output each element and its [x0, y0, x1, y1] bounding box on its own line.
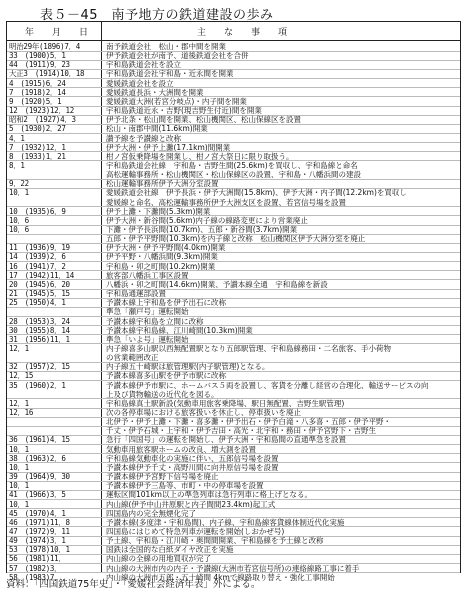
- row-date: 9 (1920)5．1: [9, 96, 62, 106]
- row-date: 35 (1960)2．1: [9, 380, 66, 390]
- row-event: 内山線の大洲市内の内子・予讃線(大洲市若宮信号所)の連絡線路工事に着手: [106, 563, 360, 573]
- row-date: 17 (1942)11．14: [9, 270, 74, 280]
- row-event: 四国島にはじめて特急列車が運転を開始(しおかぜ号): [106, 526, 285, 536]
- row-date: 12．16: [9, 408, 34, 417]
- row-event: 国鉄は全国的な白紙ダイヤ改正を実施: [106, 545, 234, 555]
- row-event: 宇和島鉄道会社を設立: [106, 60, 181, 70]
- row-date: 11 (1936)9．19: [9, 243, 70, 253]
- row-date: 57 (1982)3．: [9, 563, 62, 573]
- row-date: 8 (1933)1．21: [9, 151, 66, 161]
- row-event: 松山・南郡中間(11.6km)開業: [106, 124, 208, 134]
- row-event: 讃予線を予讃線と改称: [106, 133, 181, 143]
- row-date: 30 (1955)8．14: [9, 325, 70, 335]
- header-date: 年 月 日: [25, 28, 89, 38]
- row-date: 39 (1964)9．30: [9, 472, 70, 482]
- row-date: 10．1: [9, 188, 29, 198]
- row-event: 愛媛鉄道大洲(若宮分岐点)・内子間を開業: [106, 96, 247, 106]
- row-event: 松山運輸事務所伊予大洲分室設置: [106, 179, 219, 189]
- row-event: 北伊予・伊予上灘・下灘・喜多灘・伊予出石・伊予白滝・八多喜・五郎・伊予平野・: [106, 417, 391, 427]
- row-event: 予讃本線喜多山駅を伊予市駅に改称: [106, 371, 226, 381]
- row-date: 10．1: [9, 499, 29, 509]
- row-date: 14 (1939)2．6: [9, 252, 66, 262]
- row-event: 八幡浜・卯之町間(14.6km)開業、予讃本線全通 宇和島線を新設: [106, 279, 328, 289]
- row-event: 柑ノ宮仮乗降場を開業し、柑ノ宮大祭日に限り取扱う。: [106, 151, 294, 161]
- row-event: 伊予大洲・新谷間(5.6km)内子線の線路変更により営業廃止: [106, 215, 308, 225]
- row-event: の営業範囲改正: [106, 353, 159, 363]
- row-event: 伊予上灘・下灘間(5.3km)開業: [106, 206, 211, 216]
- header-events: 主 な 事 項: [197, 28, 288, 38]
- row-date: 昭和2 (1927)4．3: [9, 115, 76, 125]
- row-date: 45 (1970)4．1: [9, 508, 66, 518]
- row-event: 内子線五十崎駅は旅管理駅(内子駅管理)となる。: [106, 362, 270, 372]
- row-event: 愛媛線と命名、高松運輸事務所伊予大洲支区を設置、若宮信号場を設置: [106, 197, 346, 207]
- row-date: 5 (1930)2．27: [9, 124, 66, 134]
- row-event: 伊予大洲・伊予平野間(4.0km)開業: [106, 243, 226, 253]
- row-event: 高松運輸事務所・松山機関区・松山保線区の設置、宇和島・八幡浜間の建設: [106, 170, 361, 180]
- row-date: 38 (1963)2．6: [9, 453, 66, 463]
- row-event: 準急「いよ号」運転開始: [106, 334, 189, 344]
- row-event: 五郎・伊予平野間(10.3km)を内子線と改称 松山機関区伊予大洲分室を廃止: [106, 234, 366, 244]
- row-date: 10 (1935)6．9: [9, 206, 66, 216]
- row-event: 伊予鉄道会社が南予、道後鉄道会社を合併: [106, 51, 249, 61]
- row-date: 10．6: [9, 225, 29, 234]
- row-event: 宇和島線気動車化の実施に伴い、五郎信号場を設置: [106, 453, 279, 463]
- row-event: 伊予北条・松山間を開業、松山機関区、松山保線区を設置: [106, 115, 301, 125]
- row-event: 運転区間101km以上の準急列車は急行列車に格上げとなる。: [106, 490, 312, 500]
- row-date: 12 (1923)12．12: [9, 106, 74, 116]
- table-header: [7, 22, 460, 41]
- row-event: 予讃本線(多度津・宇和島間)、内子線、宇和島線客貨線体制近代化実施: [106, 517, 345, 527]
- row-date: 8．1: [9, 160, 25, 170]
- row-date: 10．1: [9, 481, 29, 491]
- row-event: 予讃本線宇和島線、江川崎間(10.3km)開業: [106, 325, 253, 335]
- railway-history-table: [6, 21, 461, 582]
- row-event: 南予鉄道会社 松山・郡中間を開業: [106, 42, 226, 51]
- row-date: 20 (1945)6．20: [9, 279, 70, 289]
- row-event: 内子線喜多山駅以西無配置駅となり五郎駅管理、宇和島線務田・二名旅客、手小荷物: [106, 343, 391, 353]
- row-event: 四国島内の完全無煙化完了: [106, 508, 196, 518]
- row-event: 宇和島・卯之町間(10.2km)開業: [106, 261, 216, 271]
- row-event: 準急「瀬戸号」運転開始: [106, 307, 189, 317]
- row-event: 予土線、宇和島・江川崎・奥間間開業、宇和島線を予土線と改称: [106, 536, 324, 546]
- row-date: 44 (1911)9．23: [9, 60, 70, 70]
- row-event: 内山線の大洲市五郎・五十崎間 4kmで線路取り替え・強化工事開始: [106, 572, 335, 582]
- row-date: 7 (1918)2．14: [9, 87, 66, 97]
- row-event: 伊予平野・八幡浜間(9.3km)開業: [106, 252, 218, 262]
- row-date: 56 (1981)11．: [9, 554, 66, 564]
- row-date: 大正3 (1914)10．18: [9, 69, 85, 79]
- row-event: 予讃本線上宇和島を伊予出石に改称: [106, 298, 226, 308]
- row-date: 47 (1972)9．11: [9, 526, 70, 536]
- row-event: 予讃本線伊予千丈・高野川間に向井原信号場を設置: [106, 462, 279, 472]
- row-event: 予讃本線伊予三島等、市町・中の停車場を設置: [106, 481, 264, 491]
- row-date: 32 (1957)2．15: [9, 362, 70, 372]
- row-event: 愛媛鉄道会社線 伊予長浜・伊予大洲間(15.8km)、伊予大洲・内子間(12.2km)を買収し: [106, 188, 407, 198]
- row-event: 上及び貨物輸送の近代化を図る。: [106, 389, 219, 399]
- row-event: 宇和島通運部設置: [106, 289, 166, 299]
- row-date: 9．22: [9, 179, 29, 189]
- row-event: 伊予大洲・伊予上灘(17.1km)間開業: [106, 142, 231, 152]
- row-date: 28 (1953)3．24: [9, 316, 70, 326]
- row-date: 10．1: [9, 444, 29, 454]
- row-date: 21 (1945)5．15: [9, 289, 70, 299]
- row-event: 予讃本線伊予市駅に、ホームバス５両を設置し、客貨を分離し経営の合理化、輸送サービスの向: [106, 380, 429, 390]
- row-date: 4．1: [9, 133, 25, 143]
- row-date: 53 (1978)10．1: [9, 545, 70, 555]
- row-event: 内山線(伊予中山井原駅と内子間間23.4km)起工式: [106, 499, 276, 509]
- row-event: 気動車用旅客駅ホームの改良、増大測を設置: [106, 444, 256, 454]
- row-date: 49 (1974)3．1: [9, 536, 66, 546]
- row-event: 宇和島鉄道近永・吉野(現吉野生付近)間を開業: [106, 106, 262, 116]
- row-date: 46 (1971)11．8: [9, 517, 70, 527]
- row-event: 愛媛鉄道長浜・大洲間を開業: [106, 87, 204, 97]
- row-event: 急行「四国号」の運転を開始し、伊予大洲・宇和島間の直通準急を設置: [106, 435, 346, 445]
- row-date: 36 (1961)4．15: [9, 435, 70, 445]
- row-event: 宇和島鉄道会社宇和島・近永間を開業: [106, 69, 234, 79]
- row-date: 16 (1941)7．2: [9, 261, 66, 271]
- row-date: 10．6: [9, 215, 29, 225]
- row-event: 次の各停車場における旅客扱いを休止し、停車扱いを廃止: [106, 408, 301, 417]
- row-date: 12．1: [9, 343, 29, 353]
- row-date: 12．1: [9, 398, 29, 408]
- row-date: 10．1: [9, 462, 29, 472]
- row-event: 千丈・伊予石城・上宇和・伊予吉田・高光・北宇和・務田・伊予宮野下・吉野生: [106, 426, 376, 436]
- row-event: 内山線の全線の用地買収が完了: [106, 554, 211, 564]
- source-note: 資料：「四国鉄道75年史」・「愛媛社会経済年表」外による。: [6, 579, 261, 590]
- row-event: 宇和島鉄道会社線 宇和島・吉野生間(25.6km)を買収し、宇和島線と命名: [106, 160, 358, 170]
- row-event: 宇和島線真土駅新設(気動車用旅客乗降場、駅日無配置、吉野生駅管理): [106, 398, 345, 408]
- row-date: 41 (1966)3．5: [9, 490, 66, 500]
- row-date: 4 (1915)6．24: [9, 78, 66, 88]
- row-event: 予讃本線伊予宮野下信号場を廃止: [106, 472, 219, 482]
- page-title: 表５－45 南予地方の鉄道建設の歩み: [40, 8, 274, 23]
- row-date: 31 (1956)11．1: [9, 334, 70, 344]
- row-date: 7 (1932)12．1: [9, 142, 66, 152]
- row-date: 33 (1900)5．1: [9, 51, 66, 61]
- row-event: 予讃本線宇和島を立間に改称: [106, 316, 204, 326]
- row-date: 58 (1983)7．: [9, 572, 62, 582]
- row-event: 下灘・伊予長浜間(10.7km)、五郎・新谷間(3.7km)開業: [106, 225, 298, 234]
- row-date: 25 (1950)4．1: [9, 298, 66, 308]
- row-event: 旅客部八幡浜工事区設置: [106, 270, 189, 280]
- row-date: 明治29年(1896)7．4: [9, 42, 80, 51]
- row-date: 12．15: [9, 371, 34, 381]
- row-event: 愛媛鉄道会社を設立: [106, 78, 174, 88]
